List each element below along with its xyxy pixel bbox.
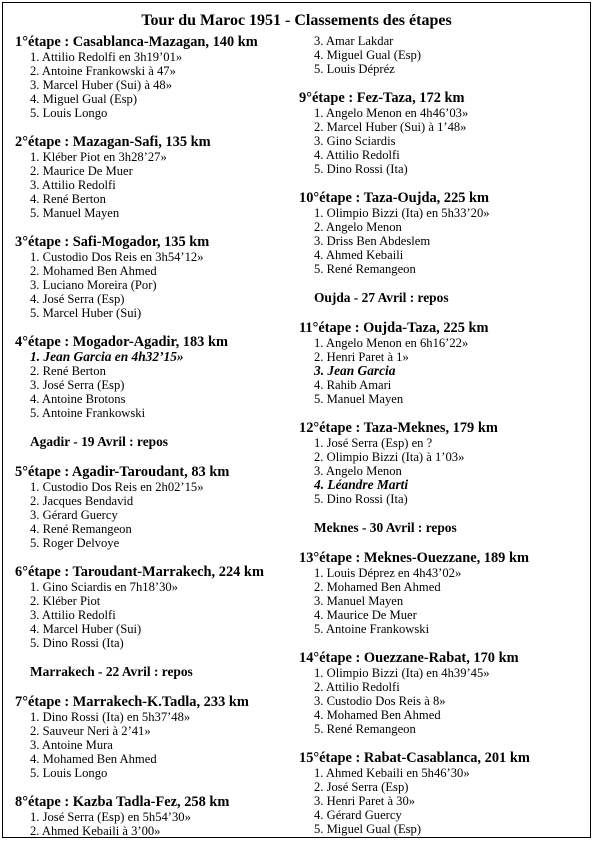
result-line: 5. René Remangeon (314, 262, 416, 276)
result-line: 1. Gino Sciardis en 7h18’30» (30, 580, 178, 594)
left-column (15, 34, 300, 852)
result-line: 5. René Remangeon (314, 722, 416, 736)
result-line: 1. Kléber Piot en 3h28’27» (30, 150, 167, 164)
result-line: 3. Attilio Redolfi (30, 178, 116, 192)
stage-block (15, 564, 300, 650)
result-line: 2. Jacques Bendavid (30, 494, 134, 508)
stage-block (299, 320, 589, 406)
stage-heading: 8°étape : Kazba Tadla-Fez, 258 km (15, 794, 230, 810)
result-line: 3. Gino Sciardis (314, 134, 396, 148)
result-line: 1. Ahmed Kebaili en 5h46’30» (314, 766, 470, 780)
result-line: 2. Olimpio Bizzi (Ita) à 1’03» (314, 450, 465, 464)
stage-continuation (299, 34, 589, 76)
result-line: 2. Mohamed Ben Ahmed (30, 264, 157, 278)
rest-day-note: Agadir - 19 Avril : repos (30, 434, 168, 449)
result-line: 4. Mohamed Ben Ahmed (314, 708, 441, 722)
result-line: 1. Attilio Redolfi en 3h19’01» (30, 50, 183, 64)
result-line: 3. Angelo Menon (314, 464, 402, 478)
stage-results (299, 766, 589, 836)
result-line: 5. Antoine Frankowski (314, 622, 430, 636)
stage-heading: 5°étape : Agadir-Taroudant, 83 km (15, 464, 230, 480)
result-line: 4. Antoine Brotons (30, 392, 126, 406)
stage-block (15, 794, 300, 838)
result-line: 1. Custodio Dos Reis en 2h02’15» (30, 480, 204, 494)
result-line: 1. Jean Garcia en 4h32’15» (30, 349, 184, 364)
result-line: 4. Rahib Amari (314, 378, 392, 392)
stage-heading: 4°étape : Mogador-Agadir, 183 km (15, 334, 228, 350)
stage-heading: 15°étape : Rabat-Casablanca, 201 km (299, 750, 530, 766)
stage-block (299, 190, 589, 276)
result-line: 5. Louis Longo (30, 106, 108, 120)
result-line: 1. Angelo Menon en 6h16’22» (314, 336, 469, 350)
stage-results (299, 106, 589, 176)
result-line: 5. Dino Rossi (Ita) (30, 636, 124, 650)
stage-heading: 3°étape : Safi-Mogador, 135 km (15, 234, 210, 250)
stage-results (299, 436, 589, 506)
document-page (2, 2, 591, 838)
stage-results (15, 250, 300, 320)
stage-block (15, 694, 300, 780)
result-line: 2. Ahmed Kebaili à 3’00» (30, 824, 161, 838)
result-line: 3. Driss Ben Abdeslem (314, 234, 431, 248)
result-line: 4. Miguel Gual (Esp) (314, 48, 422, 62)
stage-heading: 10°étape : Taza-Oujda, 225 km (299, 190, 490, 206)
stage-block (299, 650, 589, 736)
result-line: 3. Antoine Mura (30, 738, 113, 752)
result-line: 4. René Remangeon (30, 522, 132, 536)
stage-results (15, 580, 300, 650)
stage-block (299, 550, 589, 636)
stage-results (299, 34, 589, 76)
result-line: 1. Louis Déprez en 4h43’02» (314, 566, 462, 580)
result-line: 4. Miguel Gual (Esp) (30, 92, 138, 106)
stage-heading: 13°étape : Meknes-Ouezzane, 189 km (299, 550, 529, 566)
result-line: 3. Gérard Guercy (30, 508, 118, 522)
result-line: 3. Manuel Mayen (314, 594, 404, 608)
result-line: 3. Jean Garcia (314, 363, 396, 378)
stage-results (299, 566, 589, 636)
result-line: 1. José Serra (Esp) en ? (314, 436, 433, 450)
stage-results (15, 150, 300, 220)
stage-results (15, 50, 300, 120)
stage-heading: 2°étape : Mazagan-Safi, 135 km (15, 134, 211, 150)
stage-heading: 11°étape : Oujda-Taza, 225 km (299, 320, 489, 336)
stage-block (15, 234, 300, 320)
result-line: 2. Henri Paret à 1» (314, 350, 409, 364)
result-line: 5. Dino Rossi (Ita) (314, 492, 408, 506)
result-line: 3. Custodio Dos Reis à 8» (314, 694, 446, 708)
result-line: 1. Dino Rossi (Ita) en 5h37’48» (30, 710, 191, 724)
stage-results (15, 810, 300, 838)
stage-results (15, 350, 300, 420)
result-line: 2. José Serra (Esp) (314, 780, 409, 794)
result-line: 3. Attilio Redolfi (30, 608, 116, 622)
result-line: 4. José Serra (Esp) (30, 292, 125, 306)
rest-day-note: Meknes - 30 Avril : repos (314, 520, 457, 535)
result-line: 2. Angelo Menon (314, 220, 402, 234)
rest-day-note: Marrakech - 22 Avril : repos (30, 664, 193, 679)
result-line: 5. Miguel Gual (Esp) (314, 822, 422, 836)
result-line: 4. Léandre Marti (314, 477, 409, 492)
result-line: 1. Olimpio Bizzi (Ita) en 4h39’45» (314, 666, 490, 680)
stage-block (299, 750, 589, 836)
stage-heading: 1°étape : Casablanca-Mazagan, 140 km (15, 34, 258, 50)
result-line: 3. José Serra (Esp) (30, 378, 125, 392)
result-line: 2. Antoine Frankowski à 47» (30, 64, 176, 78)
stage-results (299, 666, 589, 736)
result-line: 4. Marcel Huber (Sui) (30, 622, 142, 636)
result-line: 2. René Berton (30, 364, 106, 378)
result-line: 5. Manuel Mayen (314, 392, 404, 406)
result-line: 1. Angelo Menon en 4h46’03» (314, 106, 469, 120)
stage-results (299, 336, 589, 406)
result-line: 3. Henri Paret à 30» (314, 794, 416, 808)
result-line: 4. Mohamed Ben Ahmed (30, 752, 157, 766)
result-line: 3. Amar Lakdar (314, 34, 394, 48)
result-line: 1. Olimpio Bizzi (Ita) en 5h33’20» (314, 206, 490, 220)
result-line: 5. Roger Delvoye (30, 536, 120, 550)
result-line: 5. Antoine Frankowski (30, 406, 146, 420)
result-line: 2. Sauveur Neri à 2’41» (30, 724, 151, 738)
stage-results (15, 710, 300, 780)
result-line: 4. Gérard Guercy (314, 808, 402, 822)
stage-heading: 14°étape : Ouezzane-Rabat, 170 km (299, 650, 519, 666)
rest-day-note: Oujda - 27 Avril : repos (314, 290, 449, 305)
stage-heading: 7°étape : Marrakech-K.Tadla, 233 km (15, 694, 249, 710)
stage-block (299, 420, 589, 506)
page-title: Tour du Maroc 1951 - Classements des étapes (141, 12, 452, 29)
stage-heading: 9°étape : Fez-Taza, 172 km (299, 90, 465, 106)
stage-heading: 12°étape : Taza-Meknes, 179 km (299, 420, 498, 436)
stage-block (15, 464, 300, 550)
stage-results (299, 206, 589, 276)
stage-heading: 6°étape : Taroudant-Marrakech, 224 km (15, 564, 264, 580)
stage-block (15, 134, 300, 220)
result-line: 2. Marcel Huber (Sui) à 1’48» (314, 120, 467, 134)
result-line: 5. Louis Longo (30, 766, 108, 780)
result-line: 5. Dino Rossi (Ita) (314, 162, 408, 176)
result-line: 3. Luciano Moreira (Por) (30, 278, 157, 292)
result-line: 4. Attilio Redolfi (314, 148, 400, 162)
result-line: 5. Louis Dépréz (314, 62, 395, 76)
result-line: 2. Attilio Redolfi (314, 680, 400, 694)
result-line: 2. Maurice De Muer (30, 164, 133, 178)
stage-results (15, 480, 300, 550)
stage-block (299, 90, 589, 176)
result-line: 5. Manuel Mayen (30, 206, 120, 220)
result-line: 2. Kléber Piot (30, 594, 101, 608)
result-line: 4. Ahmed Kebaili (314, 248, 404, 262)
result-line: 3. Marcel Huber (Sui) à 48» (30, 78, 172, 92)
stage-block (15, 34, 300, 120)
result-line: 4. Maurice De Muer (314, 608, 417, 622)
result-line: 1. Custodio Dos Reis en 3h54’12» (30, 250, 204, 264)
right-column (299, 34, 589, 850)
stage-block (15, 334, 300, 420)
result-line: 2. Mohamed Ben Ahmed (314, 580, 441, 594)
result-line: 5. Marcel Huber (Sui) (30, 306, 142, 320)
result-line: 4. René Berton (30, 192, 106, 206)
result-line: 1. José Serra (Esp) en 5h54’30» (30, 810, 191, 824)
